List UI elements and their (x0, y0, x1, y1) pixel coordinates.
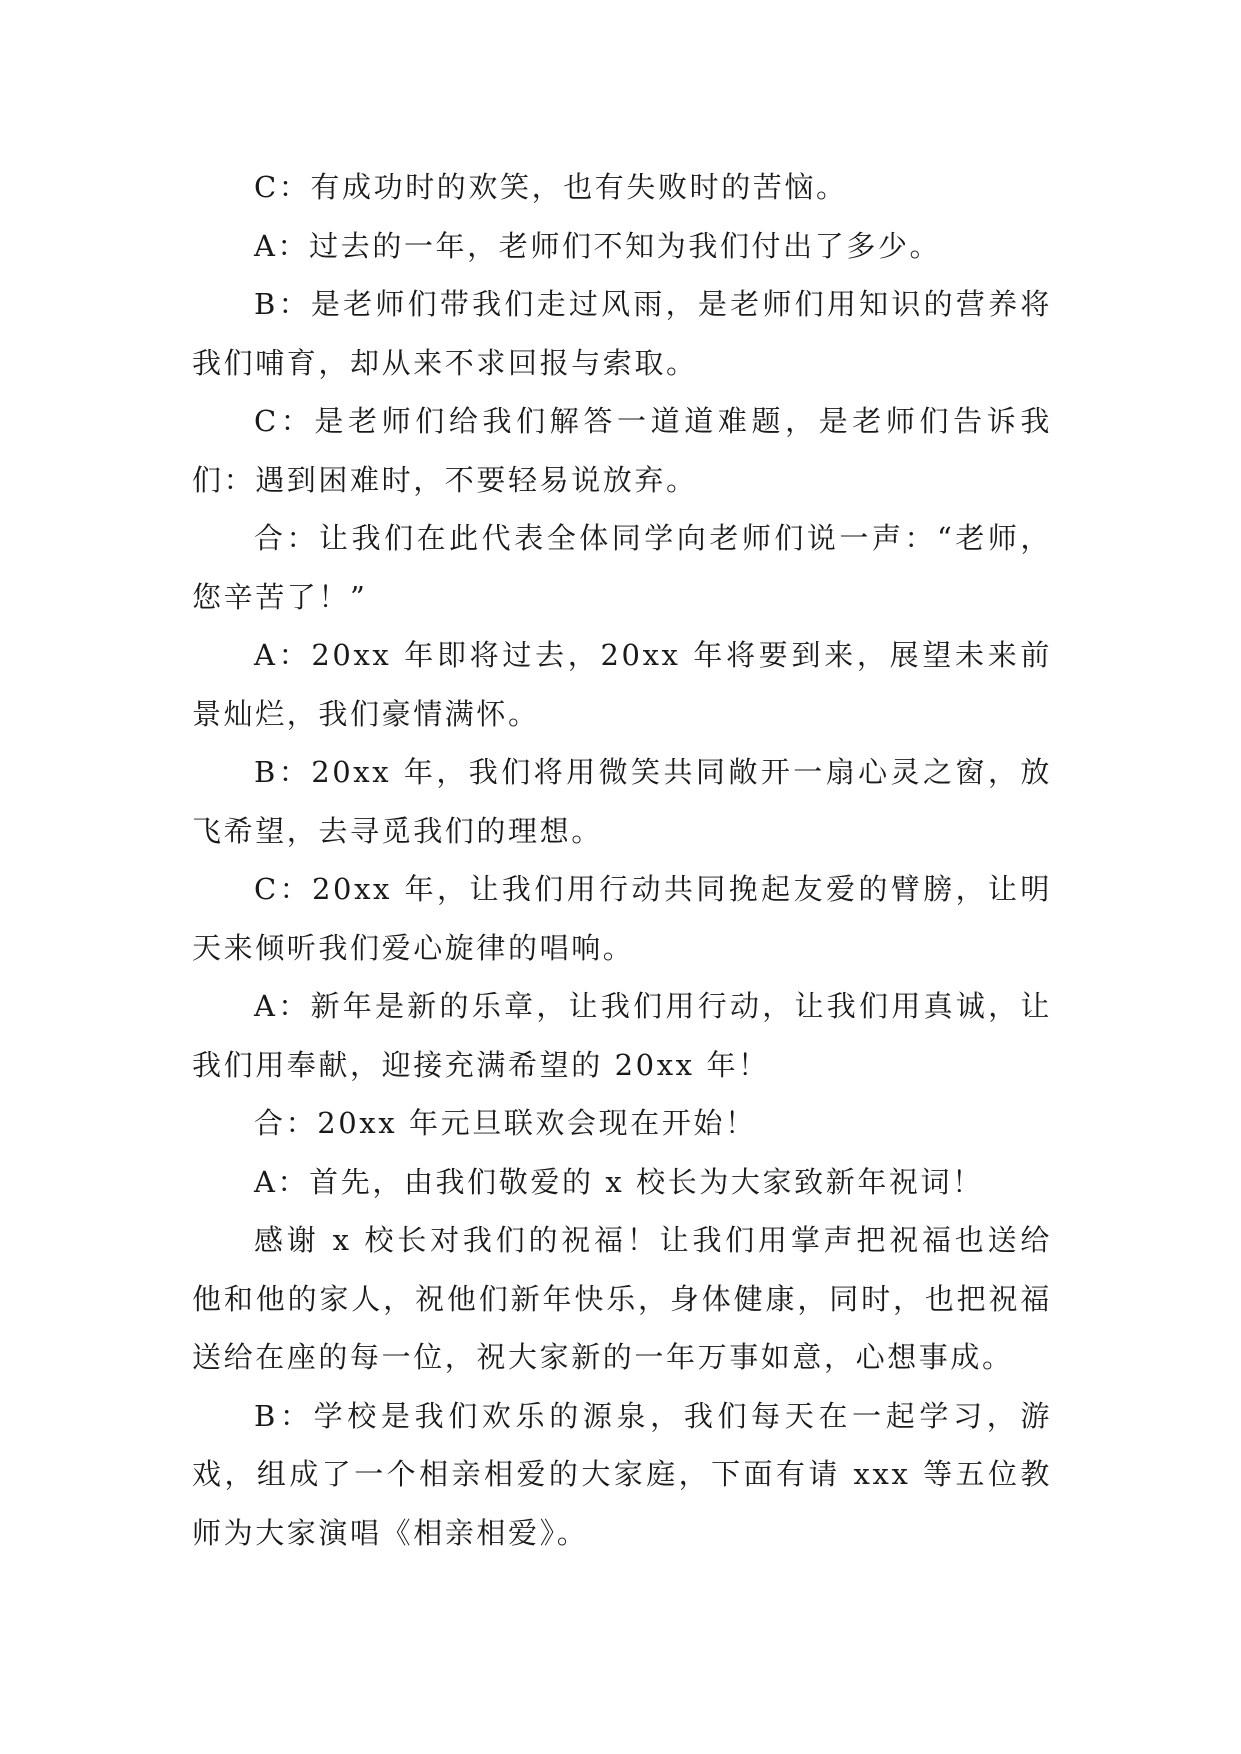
paragraph: B：是老师们带我们走过风雨，是老师们用知识的营养将我们哺育，却从来不求回报与索取。 (192, 287, 1052, 380)
paragraph: C：有成功时的欢笑，也有失败时的苦恼。 (254, 170, 848, 204)
paragraph: 合：让我们在此代表全体同学向老师们说一声：“老师，您辛苦了！” (192, 521, 1052, 614)
paragraph: A：首先，由我们敬爱的 x 校长为大家致新年祝词！ (254, 1164, 984, 1199)
paragraph: A：20xx 年即将过去，20xx 年将要到来，展望未来前景灿烂，我们豪情满怀。 (192, 638, 1052, 731)
paragraph: 合：20xx 年元旦联欢会现在开始！ (254, 1106, 757, 1140)
paragraph: 感谢 x 校长对我们的祝福！让我们用掌声把祝福也送给他和他的家人，祝他们新年快乐，身体健康，同时，也把祝福送给在座的每一位，祝大家新的一年万事如意，心想事成。 (192, 1223, 1052, 1374)
paragraph: C：是老师们给我们解答一道道难题，是老师们告诉我们：遇到困难时，不要轻易说放弃。 (192, 404, 1052, 497)
paragraph: C：20xx 年，让我们用行动共同挽起友爱的臂膀，让明天来倾听我们爱心旋律的唱响。 (192, 872, 1052, 965)
paragraph: A：过去的一年，老师们不知为我们付出了多少。 (254, 228, 942, 263)
paragraph: B：20xx 年，我们将用微笑共同敞开一扇心灵之窗，放飞希望，去寻觅我们的理想。 (192, 755, 1052, 848)
paragraph: B：学校是我们欢乐的源泉，我们每天在一起学习，游戏，组成了一个相亲相爱的大家庭，下面有请 xxx 等五位教师为大家演唱《相亲相爱》。 (192, 1398, 1052, 1550)
document-body (192, 158, 1052, 1562)
paragraph: A：新年是新的乐章，让我们用行动，让我们用真诚，让我们用奉献，迎接充满希望的 20xx 年！ (192, 989, 1052, 1082)
